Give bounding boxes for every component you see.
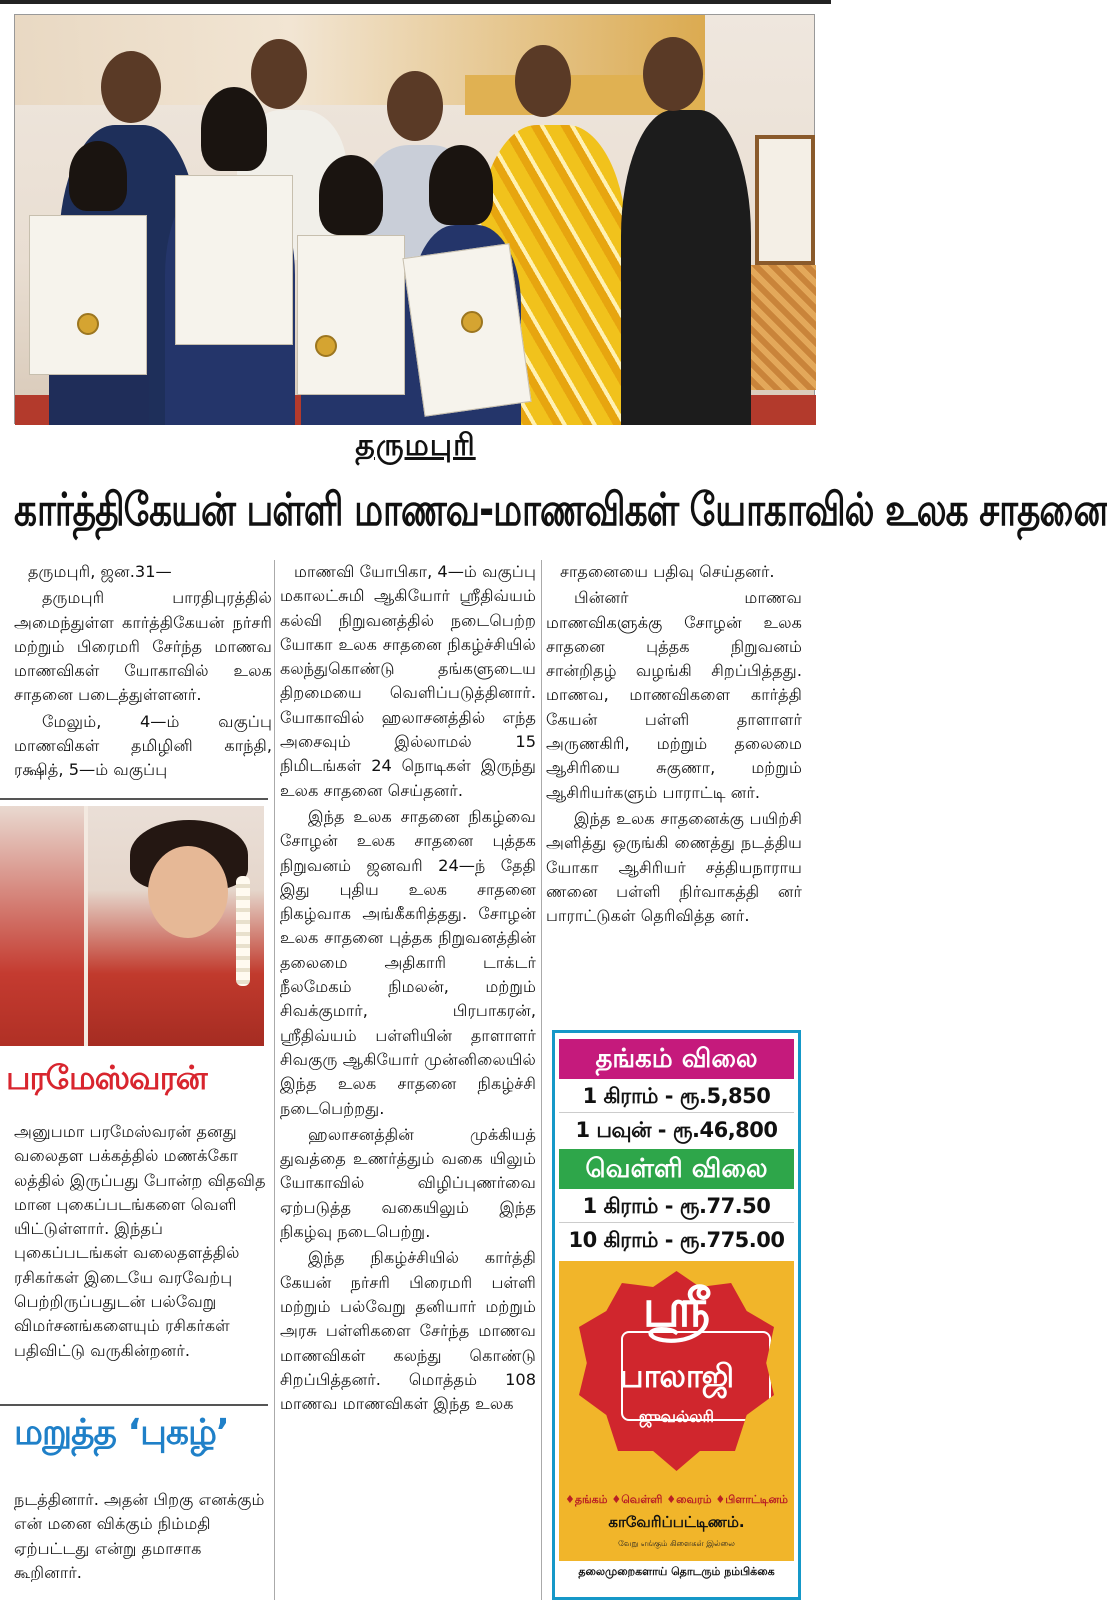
ad-product-tags: ♦தங்கம் ♦வெள்ளி ♦வைரம் ♦பிளாட்டினம் — [564, 1493, 788, 1506]
photo-person-head — [101, 51, 161, 123]
pugazh-headline: மறுத்த ‘புகழ்’ — [14, 1412, 229, 1453]
article-paragraph: இந்த உலக சாதனை நிகழ்வை சோழன் உலக சாதனை புத்தக நிறுவனம் ஜனவரி 24—ந் தேதி இது புதிய உலக சாதனை நிகழ்வாக அங்கீகரித்தது. சோழன் உலக சாதனை புத்தக நிறுவனத்தின் தலைமை அதிகாரி டாக்டர் நீலமேகம் நிமலன், மற்றும் சிவக்குமார், பிரபாகரன், ஸ்ரீதிவ்யம் பள்ளியின் தாளாளர் சிவகுரு ஆகியோர் முன்னிலையில் இந்த உலக சாதனை நிகழ்ச்சி நடைபெற்றது. — [280, 806, 536, 1118]
article-paragraph: தருமபுரி, ஜன.31— — [28, 562, 172, 581]
top-rule — [0, 0, 831, 4]
photo-child-head — [429, 145, 493, 225]
photo-medal — [461, 311, 483, 333]
article-paragraph: மேலும், 4—ம் வகுப்பு மாணவிகள் தமிழினி காந்தி, ரக்ஷித், 5—ம் வகுப்பு — [14, 711, 272, 780]
side-story-rule — [0, 1404, 268, 1406]
actress-face — [148, 846, 228, 938]
article-column-2 — [280, 560, 536, 1418]
column-divider — [274, 560, 275, 1600]
article-paragraph: இந்த நிகழ்ச்சியில் கார்த்தி கேயன் நர்சரி பிரைமரி பள்ளி மற்றும் பல்வேறு தனியார் மற்றும் அரசு பள்ளிகளை சேர்ந்த மாணவ மாணவிகள் கலந்து கொண்டு சிறப்பித்தனர். மொத்தம் 108 மாணவ மாணவிகள் இந்த உலக — [280, 1248, 536, 1414]
gold-rate-title: தங்கம் விலை — [559, 1039, 794, 1079]
photo-child-head — [201, 87, 267, 171]
ad-note: வேறு எங்கும் கிளைகள் இல்லை — [618, 1539, 735, 1548]
side-story-box — [0, 798, 268, 1600]
gold-rate-row: 1 பவுன் - ரூ.46,800 — [575, 1118, 778, 1142]
actress-photo-left — [0, 806, 84, 1046]
article-paragraph: மாணவி யோபிகா, 4—ம் வகுப்பு மகாலட்சுமி ஆகியோர் ஸ்ரீதிவ்யம் கல்வி நிறுவனத்தில் நடைபெற்ற யோகா உலக சாதனை நிகழ்ச்சியில் கலந்துகொண்டு தங்களுடைய திறமையை வெளிப்படுத்தினார். யோகாவில் ஹலாசனத்தில் எந்த அசைவும் இல்லாமல் 15 நிமிடங்கள் 24 நொடிகள் இருந்து உலக சாதனை செய்தனர். — [280, 562, 536, 800]
photo-person-head — [387, 71, 443, 141]
photo-certificate-frame — [755, 135, 815, 265]
silver-rate-row: 10 கிராம் - ரூ.775.00 — [568, 1228, 785, 1252]
pugazh-story-text: நடத்தினார். அதன் பிறகு எனக்கும் என் மனை விக்கும் நிம்மதி ஏற்பட்டது என்று தமாசாக கூறினார். — [14, 1490, 265, 1582]
photo-person-head — [251, 39, 307, 109]
photo-child-head — [319, 155, 383, 235]
ad-tagline: தலைமுறைகளாய் தொடரும் நம்பிக்கை — [578, 1565, 775, 1578]
metal-rates-box — [552, 1030, 801, 1600]
photo-medal — [77, 313, 99, 335]
article-paragraph: பின்னர் மாணவ மாணவிகளுக்கு சோழன் உலக சாதனை புத்தக நிறுவனம் சான்றிதழ் வழங்கி சிறப்பித்தது. மாணவ, மாணவிகளை கார்த்தி கேயன் பள்ளி தாளாளர் அருணகிரி, மற்றும் தலைமை ஆசிரியை சுகுணா, மற்றும் ஆசிரியர்களும் பாராட்டி னர். — [546, 588, 802, 802]
photo-certificate — [297, 235, 405, 395]
gold-rate-row: 1 கிராம் - ரூ.5,850 — [559, 1079, 794, 1113]
photo-medal — [315, 335, 337, 357]
photo-person-head — [515, 45, 571, 117]
ad-town: காவேரிப்பட்டிணம். — [608, 1513, 745, 1531]
actress-story-text: அனுபமா பரமேஸ்வரன் தனது வலைதள பக்கத்தில் மணக்கோ லத்தில் இருப்பது போன்ற விதவித மான புகைப்படங்களை வெளி யிட்டுள்ளார். இந்தப் புகைப்படங்கள் வலைதளத்தில் ரசிகர்கள் இடையே வரவேற்பு பெற்றிருப்பதுடன் பல்வேறு விமர்சனங்களையும் ரசிகர்கள் பதிவிட்டு வருகின்றனர். — [14, 1122, 266, 1360]
dateline-text: தருமபுரி — [355, 428, 476, 463]
jewellery-ad — [559, 1261, 794, 1561]
dateline — [0, 428, 831, 467]
news-photo — [14, 14, 815, 424]
actress-flowers — [236, 876, 250, 986]
article-paragraph: இந்த உலக சாதனைக்கு பயிற்சி அளித்து ஒருங்கி ணைத்து நடத்திய யோகா ஆசிரியர் சத்தியநாராய ணனை பள்ளி நிர்வாகத்தி னர் பாராட்டுகள் தெரிவித்த னர். — [546, 808, 802, 926]
actress-headline: பரமேஸ்வரன் — [6, 1058, 207, 1097]
photo-certificate — [175, 175, 293, 345]
photo-certificate — [29, 215, 147, 375]
ad-logo-text: ஸ்ரீ — [642, 1279, 711, 1339]
article-column-3 — [546, 560, 802, 930]
article-column-1 — [14, 560, 272, 785]
photo-person — [621, 110, 751, 425]
actress-photo — [0, 806, 264, 1046]
ad-brand-name: பாலாஜி — [619, 1357, 734, 1395]
photo-child-head — [69, 141, 127, 211]
article-paragraph: சாதனையை பதிவு செய்தனர். — [560, 562, 775, 581]
silver-rate-row: 1 கிராம் - ரூ.77.50 — [559, 1189, 794, 1223]
side-story-rule — [0, 798, 268, 800]
article-paragraph: தருமபுரி பாரதிபுரத்தில் அமைந்துள்ள கார்த்திகேயன் நர்சரி மற்றும் பிரைமரி சேர்ந்த மாணவ மாணவிகள் யோகாவில் உலக சாதனை படைத்துள்ளனர். — [14, 588, 272, 705]
column-divider — [541, 560, 542, 1600]
photo-table — [740, 265, 816, 390]
ad-brand-sub: ஜுவல்லரி — [638, 1407, 715, 1426]
photo-person-head — [643, 37, 703, 111]
actress-photo-right — [88, 806, 264, 1046]
silver-rate-title: வெள்ளி விலை — [559, 1149, 794, 1189]
article-paragraph: ஹலாசனத்தின் முக்கியத் துவத்தை உணர்த்தும் வகை யிலும் யோகாவில் விழிப்புணர்வை ஏற்படுத்த வகையிலும் இந்த நிகழ்வு நடைபெற்று. — [280, 1124, 536, 1242]
article-headline: கார்த்திகேயன் பள்ளி மாணவ-மாணவிகள் யோகாவில் உலக சாதனை — [14, 484, 1107, 536]
